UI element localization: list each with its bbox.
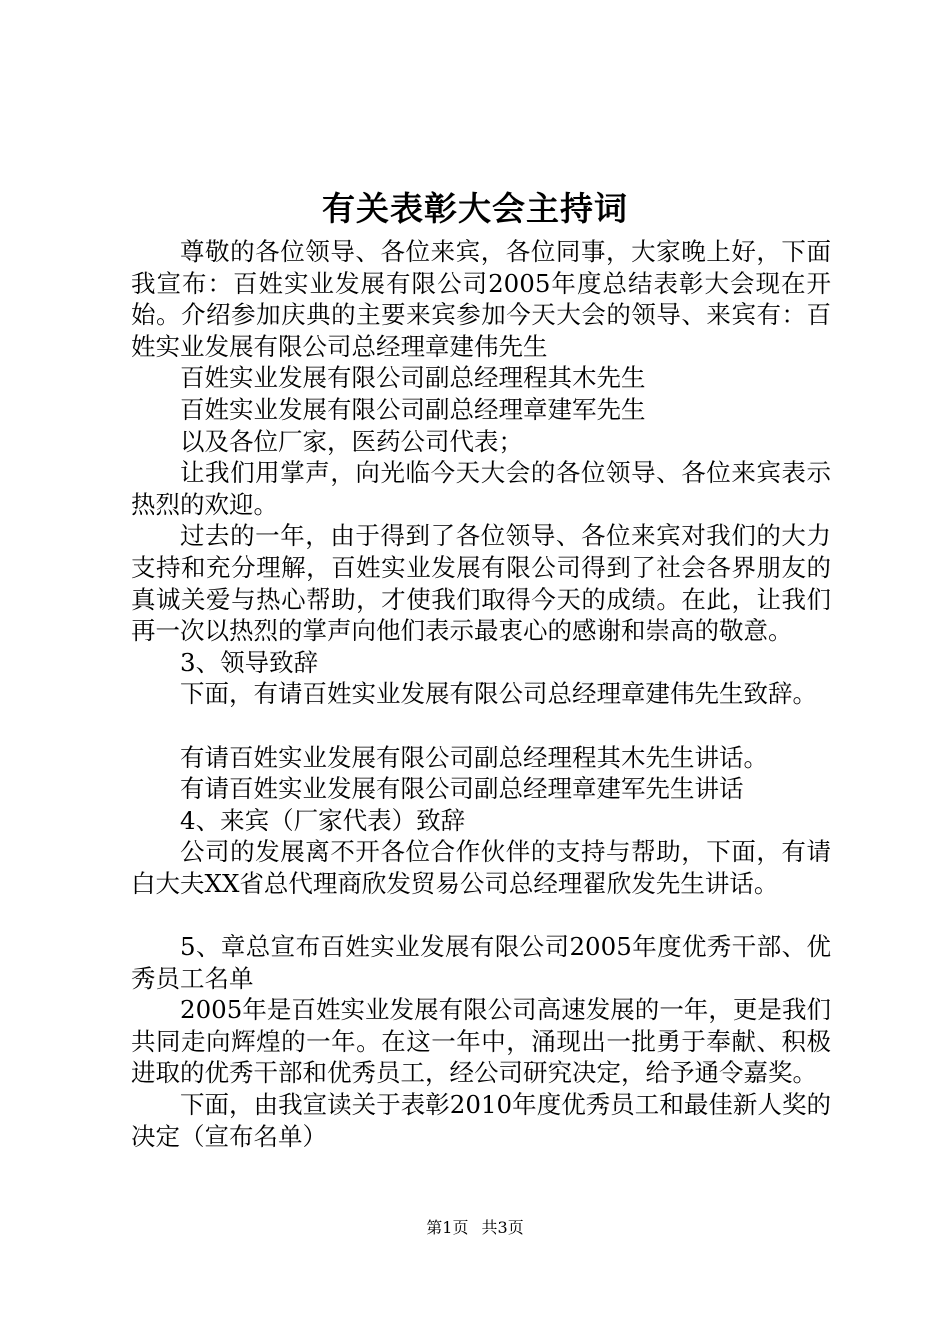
section-heading-guest-speech: 4、来宾（厂家代表）致辞: [180, 805, 466, 835]
paragraph-guest-others: 以及各位厂家，医药公司代表；: [180, 426, 523, 456]
page-footer: [0, 1217, 950, 1239]
paragraph-deputy-speech-1: 有请百姓实业发展有限公司副总经理程其木先生讲话。: [180, 742, 768, 772]
paragraph-announcement: 下面，由我宣读关于表彰2010年度优秀员工和最佳新人奖的决定（宣布名单）: [131, 1090, 831, 1151]
page-total: 共3页: [481, 1218, 524, 1237]
section-heading-award-list: 5、章总宣布百姓实业发展有限公司2005年度优秀干部、优秀员工名单: [131, 932, 831, 993]
page-number: 第1页: [426, 1218, 469, 1237]
blank-line: [131, 710, 831, 742]
paragraph-partner-speech: 公司的发展离不开各位合作伙伴的支持与帮助，下面，有请白大夫XX省总代理商欣发贸易公司总经理翟欣发先生讲话。: [131, 837, 831, 898]
paragraph-guest-3: 百姓实业发展有限公司副总经理章建军先生: [180, 394, 646, 424]
document-title: 有关表彰大会主持词: [322, 189, 628, 228]
paragraph-deputy-speech-2: 有请百姓实业发展有限公司副总经理章建军先生讲话: [180, 774, 744, 804]
paragraph-welcome: 让我们用掌声，向光临今天大会的各位领导、各位来宾表示热烈的欢迎。: [131, 458, 831, 519]
section-heading-leader-speech: 3、领导致辞: [180, 647, 319, 677]
document-body: [131, 236, 831, 1152]
paragraph-gm-speech: 下面，有请百姓实业发展有限公司总经理章建伟先生致辞。: [180, 679, 817, 709]
paragraph-guest-2: 百姓实业发展有限公司副总经理程其木先生: [180, 363, 646, 393]
paragraph-thanks: 过去的一年，由于得到了各位领导、各位来宾对我们的大力支持和充分理解，百姓实业发展有限公司得到了社会各界朋友的真诚关爱与热心帮助，才使我们取得今天的成绩。在此，让我们再一次以热烈的掌声向他们表示最衷心的感谢和崇高的敬意。: [131, 521, 831, 646]
blank-line: [131, 899, 831, 931]
paragraph-opening: 尊敬的各位领导、各位来宾，各位同事，大家晚上好，下面我宣布：百姓实业发展有限公司2005年度总结表彰大会现在开始。介绍参加庆典的主要来宾参加今天大会的领导、来宾有：百姓实业发展有限公司总经理章建伟先生: [131, 237, 831, 361]
paragraph-year-summary: 2005年是百姓实业发展有限公司高速发展的一年，更是我们共同走向辉煌的一年。在这一年中，涌现出一批勇于奉献、积极进取的优秀干部和优秀员工，经公司研究决定，给予通令嘉奖。: [131, 995, 831, 1088]
